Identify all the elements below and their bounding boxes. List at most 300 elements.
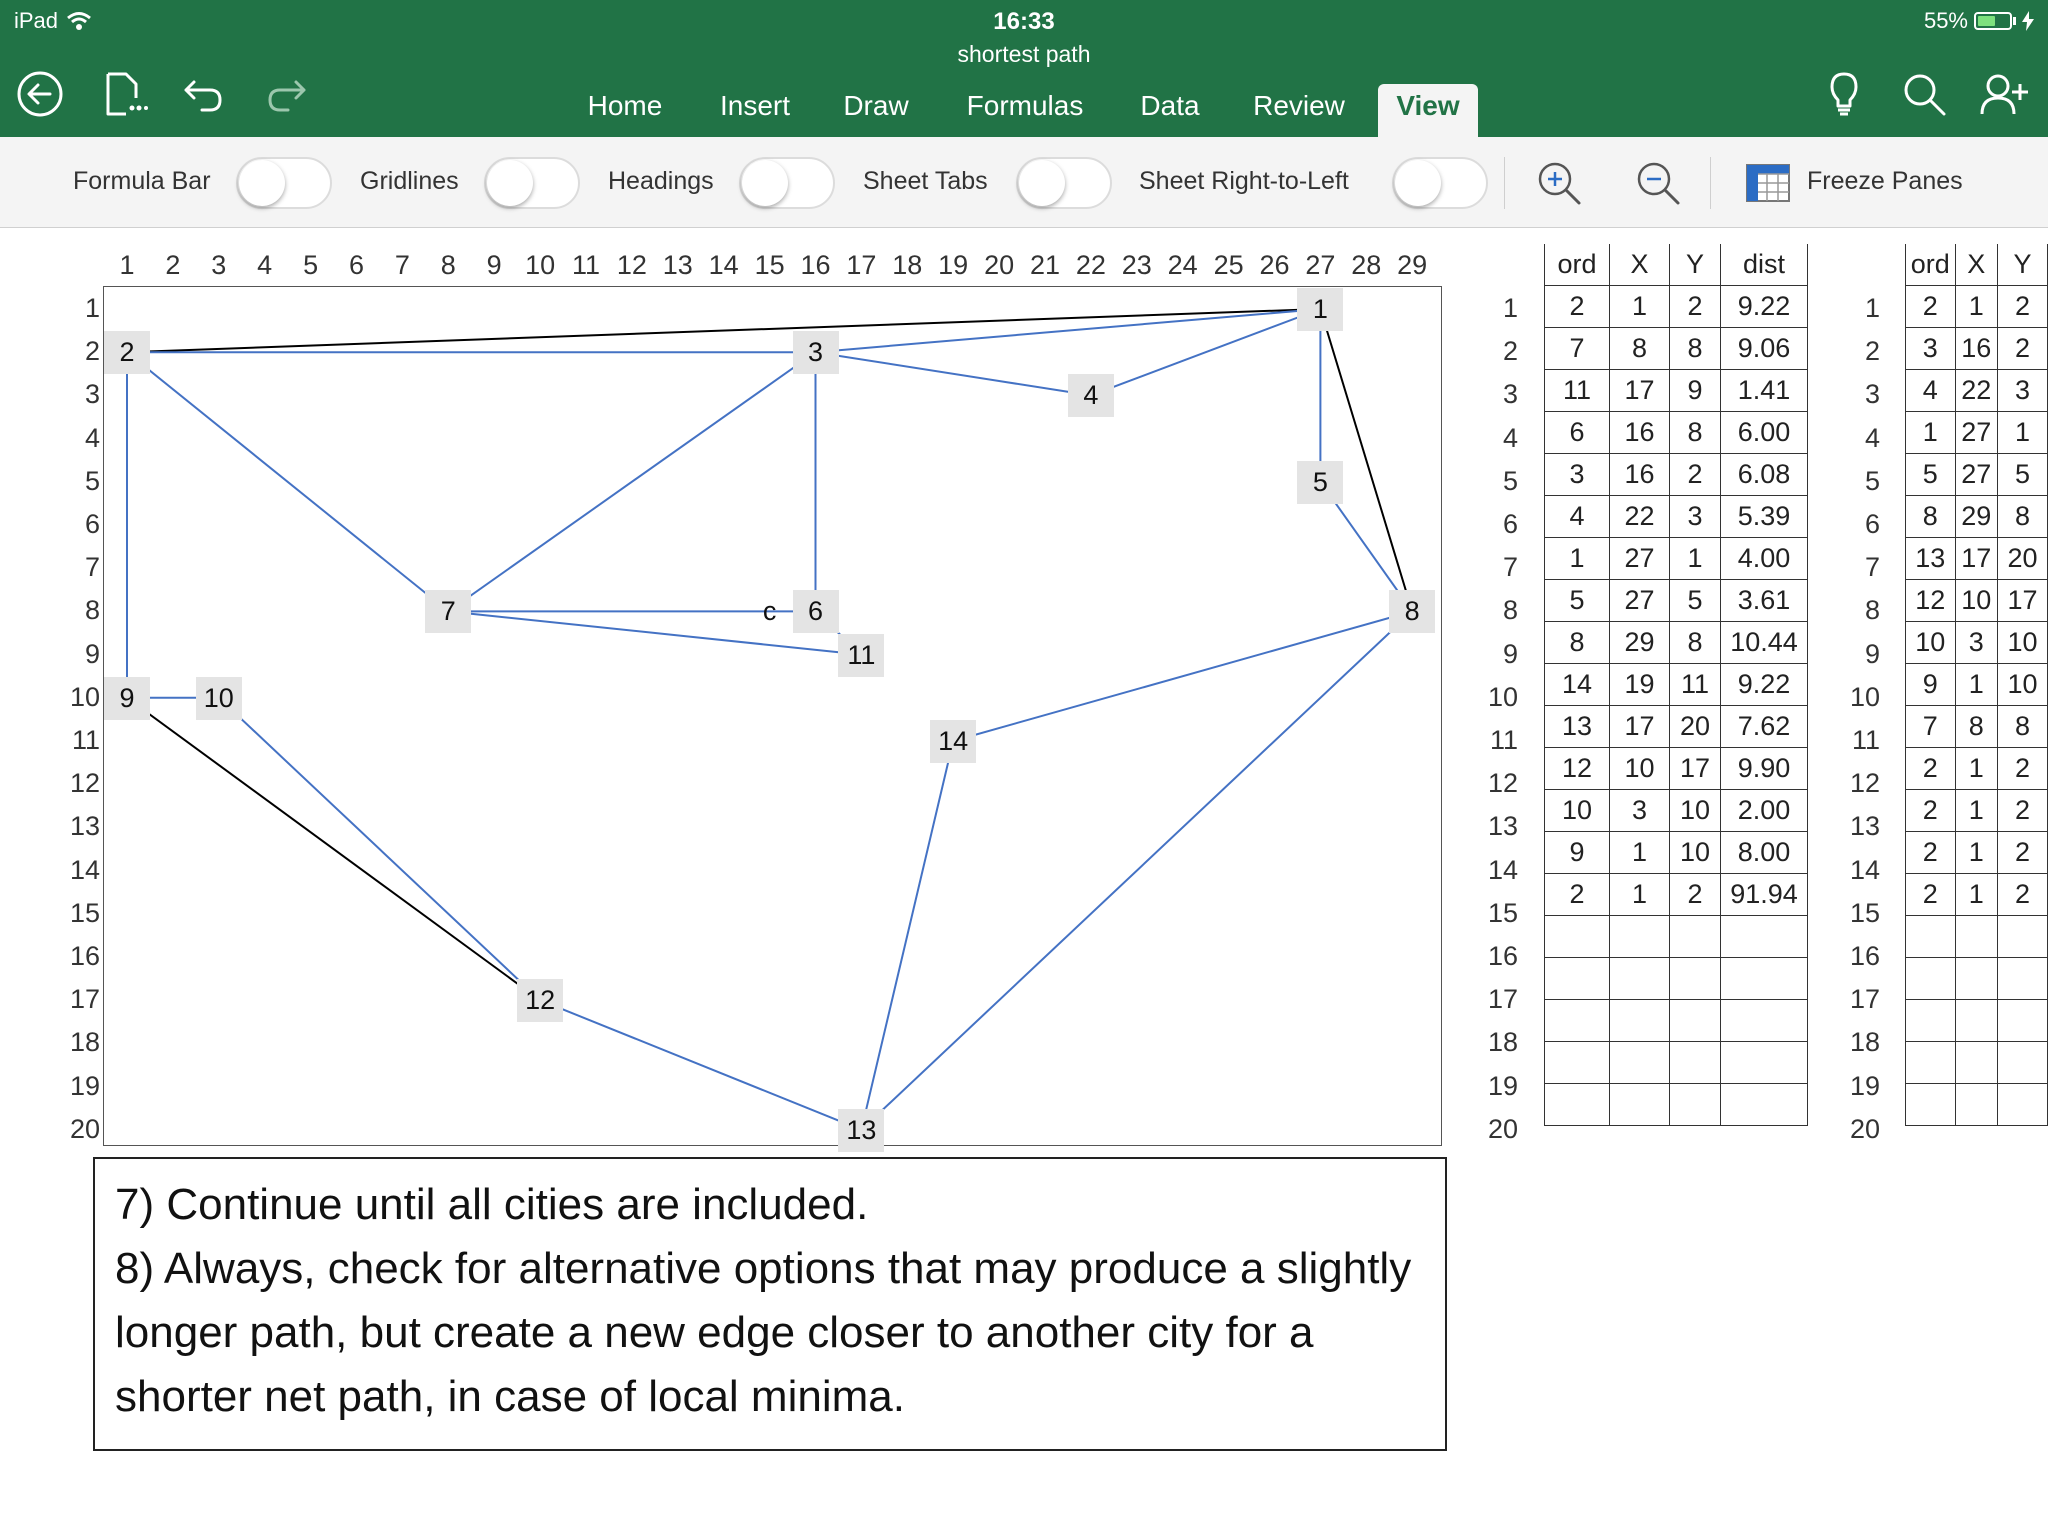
- table-cell[interactable]: 9.90: [1721, 748, 1808, 790]
- row-header: 15: [1487, 897, 1518, 928]
- table-row: [1906, 328, 2048, 370]
- table-cell[interactable]: 6: [1545, 412, 1610, 454]
- row-header: 15: [69, 897, 100, 928]
- table-cell[interactable]: 6.08: [1721, 454, 1808, 496]
- city-node-13: 13: [838, 1109, 884, 1152]
- table-cell[interactable]: [1545, 1084, 1610, 1126]
- table-row: [1906, 790, 2048, 832]
- table-cell[interactable]: 8: [1997, 706, 2047, 748]
- table-row: [1545, 412, 1808, 454]
- row-header: 14: [1849, 854, 1880, 885]
- table-cell[interactable]: [1721, 916, 1808, 958]
- table-cell[interactable]: [1670, 1000, 1721, 1042]
- table-cell[interactable]: [1721, 1042, 1808, 1084]
- row-header: 8: [1864, 595, 1880, 626]
- column-header: 16: [800, 250, 831, 280]
- cell-label: c: [762, 596, 777, 627]
- table-cell[interactable]: 1: [1955, 748, 1997, 790]
- table-cell[interactable]: 8: [1997, 496, 2047, 538]
- table-row: [1906, 664, 2048, 706]
- row-header: 2: [84, 336, 100, 367]
- table-header-cell[interactable]: ord: [1545, 244, 1610, 286]
- device-name: iPad: [14, 8, 59, 33]
- table-cell[interactable]: 5: [1906, 454, 1956, 496]
- instruction-step-8: 8) Always, check for alternative options that may produce a slightly longer path, but create a new edge closer to another city for a shorter net path, in case of local minima.: [115, 1244, 1412, 1421]
- table-cell[interactable]: 1: [1610, 832, 1670, 874]
- table-row: [1906, 454, 2048, 496]
- column-header: 10: [525, 250, 556, 280]
- column-header: 15: [754, 250, 785, 280]
- table-cell[interactable]: [1545, 1042, 1610, 1084]
- city-node-3: 3: [793, 331, 839, 374]
- row-header: 5: [1502, 465, 1518, 496]
- row-header: 18: [1849, 1027, 1880, 1058]
- table-cell[interactable]: 9: [1906, 664, 1956, 706]
- freeze-panes-label[interactable]: Freeze Panes: [1807, 167, 1963, 195]
- table-cell[interactable]: 2: [1997, 748, 2047, 790]
- table-cell[interactable]: [1721, 1084, 1808, 1126]
- table-cell[interactable]: 8.00: [1721, 832, 1808, 874]
- table-cell[interactable]: 2: [1906, 790, 1956, 832]
- row-header: 17: [69, 984, 100, 1015]
- table-cell[interactable]: 4: [1545, 496, 1610, 538]
- column-header: 8: [440, 250, 456, 280]
- city-node-10: 10: [196, 677, 242, 720]
- table-cell[interactable]: [1545, 1000, 1610, 1042]
- table-row: [1906, 958, 2048, 1000]
- column-header: 17: [846, 250, 877, 280]
- row-header: 10: [69, 681, 100, 712]
- table-cell[interactable]: [1955, 1042, 1997, 1084]
- table-cell[interactable]: [1997, 916, 2047, 958]
- table-cell[interactable]: 6.00: [1721, 412, 1808, 454]
- row-header: 20: [1487, 1113, 1518, 1144]
- table-cell[interactable]: 10: [1670, 790, 1721, 832]
- row-header: 7: [1864, 552, 1880, 583]
- row-header: 5: [1864, 465, 1880, 496]
- table-row: [1906, 832, 2048, 874]
- city-node-11: 11: [838, 634, 884, 677]
- table-header-cell[interactable]: Y: [1670, 244, 1721, 286]
- graph-edge-3-1: [816, 309, 1321, 352]
- table-cell[interactable]: 17: [1955, 538, 1997, 580]
- graph-edge-13-14: [861, 741, 953, 1130]
- table-cell[interactable]: 1: [1545, 538, 1610, 580]
- table-cell[interactable]: 8: [1906, 496, 1956, 538]
- row-header: 9: [1864, 638, 1880, 669]
- row-header: 10: [1849, 681, 1880, 712]
- table-cell[interactable]: 2: [1670, 874, 1721, 916]
- table-cell[interactable]: [1906, 958, 1956, 1000]
- row-header: 3: [1502, 379, 1518, 410]
- table-cell[interactable]: 8: [1955, 706, 1997, 748]
- tab-data[interactable]: Data: [1140, 90, 1200, 121]
- table-cell[interactable]: 2: [1670, 454, 1721, 496]
- table-cell[interactable]: 2: [1670, 286, 1721, 328]
- table-cell[interactable]: 5: [1545, 580, 1610, 622]
- table-row: [1906, 748, 2048, 790]
- row-header: 14: [69, 854, 100, 885]
- table-cell[interactable]: [1997, 958, 2047, 1000]
- column-header: 1: [119, 250, 135, 280]
- table-cell[interactable]: 2: [1906, 748, 1956, 790]
- table-row: [1906, 622, 2048, 664]
- order-table: [1905, 244, 2048, 1126]
- table-row: [1906, 1000, 2048, 1042]
- column-header: 6: [348, 250, 365, 280]
- row-header: 3: [1864, 379, 1880, 410]
- column-header: 3: [211, 250, 227, 280]
- table-cell[interactable]: [1997, 1000, 2047, 1042]
- column-header: 22: [1075, 250, 1106, 280]
- row-header: 16: [1487, 941, 1518, 971]
- table-cell[interactable]: 4.00: [1721, 538, 1808, 580]
- table-cell[interactable]: [1997, 1042, 2047, 1084]
- table-cell[interactable]: 17: [1670, 748, 1721, 790]
- row-header: 18: [1487, 1027, 1518, 1058]
- row-header: 5: [84, 465, 100, 496]
- table-row: [1545, 748, 1808, 790]
- table-row: [1906, 1084, 2048, 1126]
- table-row: [1906, 412, 2048, 454]
- column-header: 18: [892, 250, 923, 280]
- table-cell[interactable]: 1: [1610, 874, 1670, 916]
- instruction-step-7: 7) Continue until all cities are included.: [115, 1180, 869, 1229]
- table-cell[interactable]: [1906, 916, 1956, 958]
- row-header: 16: [1849, 941, 1880, 971]
- table-cell[interactable]: 20: [1670, 706, 1721, 748]
- table-cell[interactable]: 27: [1610, 580, 1670, 622]
- tab-view[interactable]: View: [1378, 84, 1478, 137]
- table-cell[interactable]: 3.61: [1721, 580, 1808, 622]
- table-header-cell[interactable]: ord: [1906, 244, 1956, 286]
- table-cell[interactable]: 2: [1906, 874, 1956, 916]
- table-cell[interactable]: [1997, 1084, 2047, 1126]
- tab-review[interactable]: Review: [1253, 90, 1345, 121]
- sheet-tabs-label: Sheet Tabs: [863, 167, 988, 195]
- graph-edge-2-7: [127, 352, 448, 611]
- row-header: 19: [1849, 1070, 1880, 1101]
- table-cell[interactable]: 14: [1545, 664, 1610, 706]
- row-header: 14: [1487, 854, 1518, 885]
- table-cell[interactable]: [1906, 1084, 1956, 1126]
- table-cell[interactable]: 3: [1545, 454, 1610, 496]
- city-node-5: 5: [1297, 461, 1343, 504]
- table-cell[interactable]: 8: [1670, 412, 1721, 454]
- table-cell[interactable]: 17: [1610, 706, 1670, 748]
- table-cell[interactable]: 9.06: [1721, 328, 1808, 370]
- row-header: 11: [1851, 725, 1880, 755]
- row-header: 20: [1849, 1113, 1880, 1144]
- city-node-1: 1: [1297, 288, 1343, 331]
- graph-edge-12-13: [540, 1000, 861, 1130]
- tab-home[interactable]: Home: [587, 90, 663, 121]
- right-to-left-label: Sheet Right-to-Left: [1139, 167, 1349, 195]
- table-row: [1545, 580, 1808, 622]
- tab-formulas[interactable]: Formulas: [966, 90, 1084, 121]
- column-header: 27: [1305, 250, 1336, 280]
- column-header: 21: [1029, 250, 1061, 280]
- table-cell[interactable]: 3: [1906, 328, 1956, 370]
- row-header: 11: [1489, 725, 1518, 755]
- graph-edge-10-12: [219, 698, 540, 1000]
- table-cell[interactable]: 27: [1955, 412, 1997, 454]
- table-cell[interactable]: [1955, 958, 1997, 1000]
- table-header-cell[interactable]: dist: [1721, 244, 1808, 286]
- table-cell[interactable]: 16: [1610, 454, 1670, 496]
- table-cell[interactable]: 13: [1545, 706, 1610, 748]
- table-cell[interactable]: 1.41: [1721, 370, 1808, 412]
- table-cell[interactable]: 3: [1997, 370, 2047, 412]
- table-row: [1906, 370, 2048, 412]
- table-row: [1545, 1084, 1808, 1126]
- table-cell[interactable]: 10: [1545, 790, 1610, 832]
- status-time: 16:33: [993, 8, 1055, 35]
- tab-insert[interactable]: Insert: [719, 90, 791, 121]
- row-header: 2: [1864, 336, 1880, 367]
- table-cell[interactable]: 22: [1610, 496, 1670, 538]
- table-cell[interactable]: 29: [1610, 622, 1670, 664]
- table-cell[interactable]: 29: [1955, 496, 1997, 538]
- city-node-4: 4: [1068, 374, 1114, 417]
- row-header: 12: [1849, 768, 1880, 799]
- row-header: 19: [1487, 1070, 1518, 1101]
- row-header: 1: [1502, 293, 1518, 323]
- table-cell[interactable]: 8: [1610, 328, 1670, 370]
- table-row: [1906, 706, 2048, 748]
- table-cell[interactable]: 5: [1997, 454, 2047, 496]
- table-cell[interactable]: 2: [1997, 328, 2047, 370]
- table-cell[interactable]: 2: [1906, 286, 1956, 328]
- table-cell[interactable]: 1: [1906, 412, 1956, 454]
- city-node-9: 9: [104, 677, 150, 720]
- table-row: [1545, 958, 1808, 1000]
- table-cell[interactable]: 2: [1997, 790, 2047, 832]
- row-header: 4: [1502, 422, 1518, 453]
- table-cell[interactable]: 27: [1955, 454, 1997, 496]
- row-header: 15: [1849, 897, 1880, 928]
- table-header-cell[interactable]: X: [1610, 244, 1670, 286]
- distance-table: [1544, 244, 1808, 1126]
- table-row: [1906, 538, 2048, 580]
- column-header: 26: [1259, 250, 1290, 280]
- formula-bar-label: Formula Bar: [73, 167, 211, 195]
- table-cell[interactable]: 91.94: [1721, 874, 1808, 916]
- row-header: 20: [69, 1113, 100, 1144]
- instruction-textbox[interactable]: [93, 1157, 1447, 1451]
- table-row: [1906, 496, 2048, 538]
- row-header: 13: [1849, 811, 1880, 842]
- row-header: 6: [1502, 509, 1518, 539]
- table-cell[interactable]: 16: [1955, 328, 1997, 370]
- table-cell[interactable]: [1906, 1042, 1956, 1084]
- row-header: 8: [84, 595, 100, 626]
- table-cell[interactable]: [1955, 1084, 1997, 1126]
- table-cell[interactable]: [1955, 1000, 1997, 1042]
- table-header-cell[interactable]: X: [1955, 244, 1997, 286]
- table-cell[interactable]: 1: [1955, 790, 1997, 832]
- table-cell[interactable]: 7: [1545, 328, 1610, 370]
- row-header: 17: [1487, 984, 1518, 1015]
- row-header: 16: [69, 941, 100, 971]
- table-cell[interactable]: 3: [1955, 622, 1997, 664]
- table-cell[interactable]: 9.22: [1721, 286, 1808, 328]
- row-header: 18: [69, 1027, 100, 1058]
- table-row: [1545, 790, 1808, 832]
- table-cell[interactable]: 17: [1997, 580, 2047, 622]
- table-cell[interactable]: 2: [1997, 286, 2047, 328]
- table-cell[interactable]: 1: [1955, 664, 1997, 706]
- table-cell[interactable]: 10: [1997, 622, 2047, 664]
- document-title: shortest path: [957, 41, 1091, 67]
- table-cell[interactable]: [1610, 916, 1670, 958]
- row-header: 8: [1502, 595, 1518, 626]
- table-cell[interactable]: 1: [1955, 832, 1997, 874]
- table-cell[interactable]: 7: [1906, 706, 1956, 748]
- row-header: 6: [1864, 509, 1880, 539]
- row-header: 13: [69, 811, 100, 842]
- table-row: [1545, 874, 1808, 916]
- table-cell[interactable]: 22: [1955, 370, 1997, 412]
- row-header: 11: [71, 725, 100, 755]
- table-cell[interactable]: 2.00: [1721, 790, 1808, 832]
- table-cell[interactable]: 8: [1670, 328, 1721, 370]
- column-header: 28: [1351, 250, 1382, 280]
- table-cell[interactable]: [1545, 916, 1610, 958]
- row-header: 4: [84, 422, 100, 453]
- table-cell[interactable]: 9.22: [1721, 664, 1808, 706]
- city-node-8: 8: [1389, 590, 1435, 633]
- graph-edge-9-12: [127, 698, 540, 1000]
- row-header: 19: [69, 1070, 100, 1101]
- city-node-12: 12: [517, 979, 563, 1022]
- graph-edge-4-1: [1091, 309, 1321, 395]
- table-cell[interactable]: 27: [1610, 538, 1670, 580]
- table-cell[interactable]: 2: [1997, 832, 2047, 874]
- table-cell[interactable]: 11: [1545, 370, 1610, 412]
- table-cell[interactable]: [1610, 1042, 1670, 1084]
- table-cell[interactable]: 12: [1545, 748, 1610, 790]
- column-header: 19: [938, 250, 969, 280]
- table-cell[interactable]: [1906, 1000, 1956, 1042]
- city-node-2: 2: [104, 331, 150, 374]
- column-header: 25: [1213, 250, 1244, 280]
- table-row: [1545, 664, 1808, 706]
- row-header: 9: [1502, 638, 1518, 669]
- row-header: 17: [1849, 984, 1880, 1015]
- table-cell[interactable]: 1: [1955, 874, 1997, 916]
- table-row: [1545, 496, 1808, 538]
- table-row: [1545, 706, 1808, 748]
- table-row: [1906, 1042, 2048, 1084]
- table-row: [1906, 874, 2048, 916]
- table-cell[interactable]: 10: [1670, 832, 1721, 874]
- table-cell[interactable]: 11: [1670, 664, 1721, 706]
- table-cell[interactable]: 9: [1670, 370, 1721, 412]
- graph-edge-3-4: [816, 352, 1091, 395]
- table-cell[interactable]: 3: [1610, 790, 1670, 832]
- city-node-6: 6: [793, 590, 839, 633]
- table-cell[interactable]: 2: [1545, 286, 1610, 328]
- table-cell[interactable]: 9: [1545, 832, 1610, 874]
- row-header: 6: [84, 509, 100, 539]
- table-cell[interactable]: 10: [1610, 748, 1670, 790]
- row-header: 10: [1487, 681, 1518, 712]
- table-cell[interactable]: [1545, 958, 1610, 1000]
- table-cell[interactable]: 13: [1906, 538, 1956, 580]
- table-cell[interactable]: [1670, 958, 1721, 1000]
- city-node-7: 7: [425, 590, 471, 633]
- row-header: 7: [84, 552, 100, 583]
- table-cell[interactable]: 10.44: [1721, 622, 1808, 664]
- table-cell[interactable]: 8: [1545, 622, 1610, 664]
- table-cell[interactable]: 4: [1906, 370, 1956, 412]
- table-row: [1545, 916, 1808, 958]
- table-cell[interactable]: 10: [1997, 664, 2047, 706]
- table-cell[interactable]: 16: [1610, 412, 1670, 454]
- column-header: 5: [303, 250, 319, 280]
- tab-draw[interactable]: Draw: [843, 90, 909, 121]
- table-cell[interactable]: [1955, 916, 1997, 958]
- table-cell[interactable]: 2: [1906, 832, 1956, 874]
- column-header: 24: [1167, 250, 1198, 280]
- headings-label: Headings: [608, 167, 714, 195]
- column-header: 14: [708, 250, 739, 280]
- table-cell[interactable]: 2: [1545, 874, 1610, 916]
- table-cell[interactable]: [1670, 916, 1721, 958]
- table-header-cell[interactable]: Y: [1997, 244, 2047, 286]
- table-cell[interactable]: 8: [1670, 622, 1721, 664]
- table-row: [1545, 1000, 1808, 1042]
- table-cell[interactable]: [1670, 1084, 1721, 1126]
- table-cell[interactable]: 1: [1955, 286, 1997, 328]
- table-cell[interactable]: 5: [1670, 580, 1721, 622]
- column-header: 9: [486, 250, 502, 280]
- table-cell[interactable]: 1: [1997, 412, 2047, 454]
- table-cell[interactable]: 2: [1997, 874, 2047, 916]
- table-cell[interactable]: 20: [1997, 538, 2047, 580]
- row-header: 12: [69, 768, 100, 799]
- table-cell[interactable]: 17: [1610, 370, 1670, 412]
- table-cell[interactable]: [1670, 1042, 1721, 1084]
- column-header: 2: [165, 250, 181, 280]
- column-header: 20: [984, 250, 1015, 280]
- table-cell[interactable]: 3: [1670, 496, 1721, 538]
- table-cell[interactable]: 1: [1670, 538, 1721, 580]
- table-cell[interactable]: 12: [1906, 580, 1956, 622]
- table-cell[interactable]: 19: [1610, 664, 1670, 706]
- table-cell[interactable]: 10: [1906, 622, 1956, 664]
- table-cell[interactable]: 5.39: [1721, 496, 1808, 538]
- table-cell[interactable]: [1610, 1084, 1670, 1126]
- table-cell[interactable]: [1610, 1000, 1670, 1042]
- table-row: [1545, 328, 1808, 370]
- table-cell[interactable]: [1721, 1000, 1808, 1042]
- table-cell[interactable]: [1610, 958, 1670, 1000]
- column-header: 23: [1121, 250, 1152, 280]
- row-header: 1: [1864, 293, 1880, 323]
- row-header: 9: [84, 638, 100, 669]
- table-row: [1545, 370, 1808, 412]
- table-cell[interactable]: 7.62: [1721, 706, 1808, 748]
- column-header: 12: [616, 250, 647, 280]
- table-cell[interactable]: 10: [1955, 580, 1997, 622]
- row-header: 7: [1502, 552, 1518, 583]
- table-cell[interactable]: 1: [1610, 286, 1670, 328]
- column-header: 29: [1397, 250, 1428, 280]
- city-node-14: 14: [930, 720, 976, 763]
- table-cell[interactable]: [1721, 958, 1808, 1000]
